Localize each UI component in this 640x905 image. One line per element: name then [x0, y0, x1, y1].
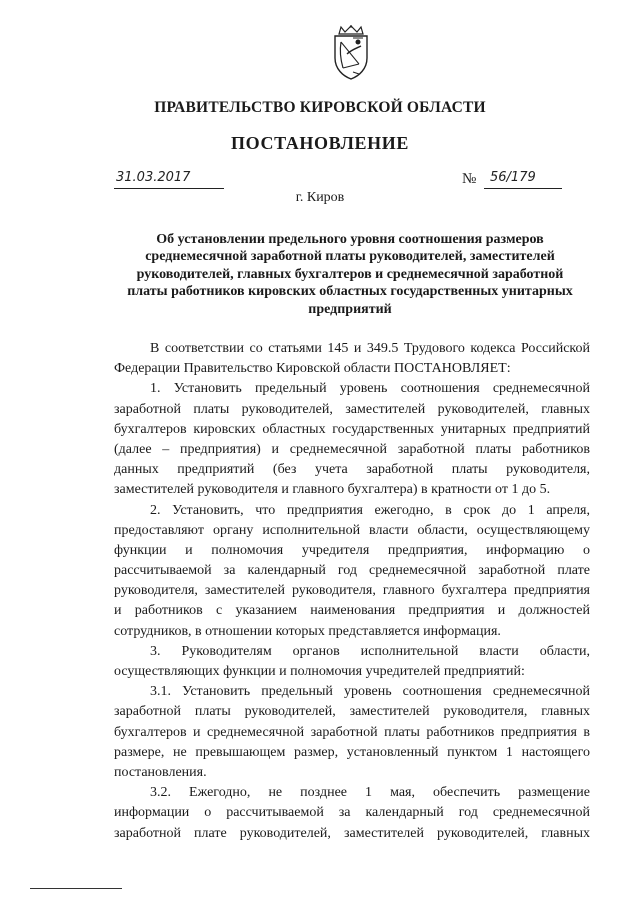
body-line: осуществляющих функции и полномочия учредителей предприятий:	[114, 664, 525, 679]
body-line: руководителя, заместителей руководителя, главного бухгалтера предприятия	[114, 583, 590, 599]
body-line: 3.1. Установить предельный уровень соотношения среднемесячной	[150, 684, 590, 700]
subject-line: Об установлении предельного уровня соотношения размеров	[156, 232, 544, 247]
body-line: бухгалтеров и среднемесячной заработной платы работников предприятия в	[114, 724, 590, 740]
body-line: В соответствии со статьями 145 и 349.5 Трудового кодекса Российской	[150, 341, 590, 356]
body-line: 3. Руководителям органов исполнительной власти области,	[150, 643, 590, 659]
body-line: 1. Установить предельный уровень соотношения среднемесячной	[150, 381, 590, 397]
subject-line: платы работников кировских областных государственных унитарных	[127, 284, 573, 300]
body-line: Федерации Правительство Кировской области ПОСТАНОВЛЯЕТ:	[114, 361, 511, 377]
number-sign: №	[462, 171, 477, 187]
body-line: и работников с указанием наименования предприятия и должностей	[114, 603, 590, 619]
body-line: рассчитываемой за календарный год среднемесячной заработной плате	[114, 563, 590, 579]
body-line: заработной плате руководителей, заместителей руководителей, главных	[114, 825, 590, 841]
body-line: заместителей руководителя и главного бухгалтера) в кратности от 1 до 5.	[114, 482, 551, 498]
document-number: 56/179	[484, 170, 562, 189]
body-line: данных предприятий (без учета заработной платы руководителя,	[114, 462, 590, 478]
body-line: 2. Установить, что предприятия ежегодно, в срок до 1 апреля,	[150, 502, 590, 518]
footnote-divider	[30, 888, 122, 889]
coat-of-arms-icon	[329, 24, 373, 80]
body-line: постановления.	[114, 764, 207, 780]
document-type: ПОСТАНОВЛЕНИЕ	[231, 133, 409, 153]
document-subject	[110, 231, 590, 318]
body-line: размере, не превышающем размер, установленный пунктом 1 настоящего	[114, 744, 590, 760]
subject-line: среднемесячной заработной платы руководителей, заместителей	[145, 249, 555, 265]
subject-line: руководителей, главных бухгалтеров и среднемесячной заработной	[136, 266, 564, 282]
subject-line: предприятий	[308, 301, 392, 317]
body-line: 3.2. Ежегодно, не позднее 1 мая, обеспечить размещение	[150, 785, 590, 801]
body-line: информации о рассчитываемой за календарный год среднемесячной	[114, 805, 590, 821]
body-line: бухгалтеров кировских областных государственных унитарных предприятий	[114, 421, 590, 437]
document-body	[114, 339, 590, 844]
government-title: ПРАВИТЕЛЬСТВО КИРОВСКОЙ ОБЛАСТИ	[154, 99, 486, 116]
body-line: заработной платы руководителей, заместителей руководителей, главных	[114, 401, 590, 417]
document-city: г. Киров	[295, 190, 345, 205]
body-line: сотрудников, в отношении которых представляется информация.	[114, 623, 501, 639]
body-line: заработной платы руководителей, заместителей руководителя, главных	[114, 704, 590, 720]
body-line: предоставляют органу исполнительной власти области, осуществляющему	[114, 522, 590, 538]
body-line: (далее – предприятия) и среднемесячной заработной платы работников	[114, 441, 590, 457]
body-line: функции и полномочия учредителя предприятия, информацию о	[114, 542, 590, 558]
document-date: 31.03.2017	[114, 170, 224, 189]
